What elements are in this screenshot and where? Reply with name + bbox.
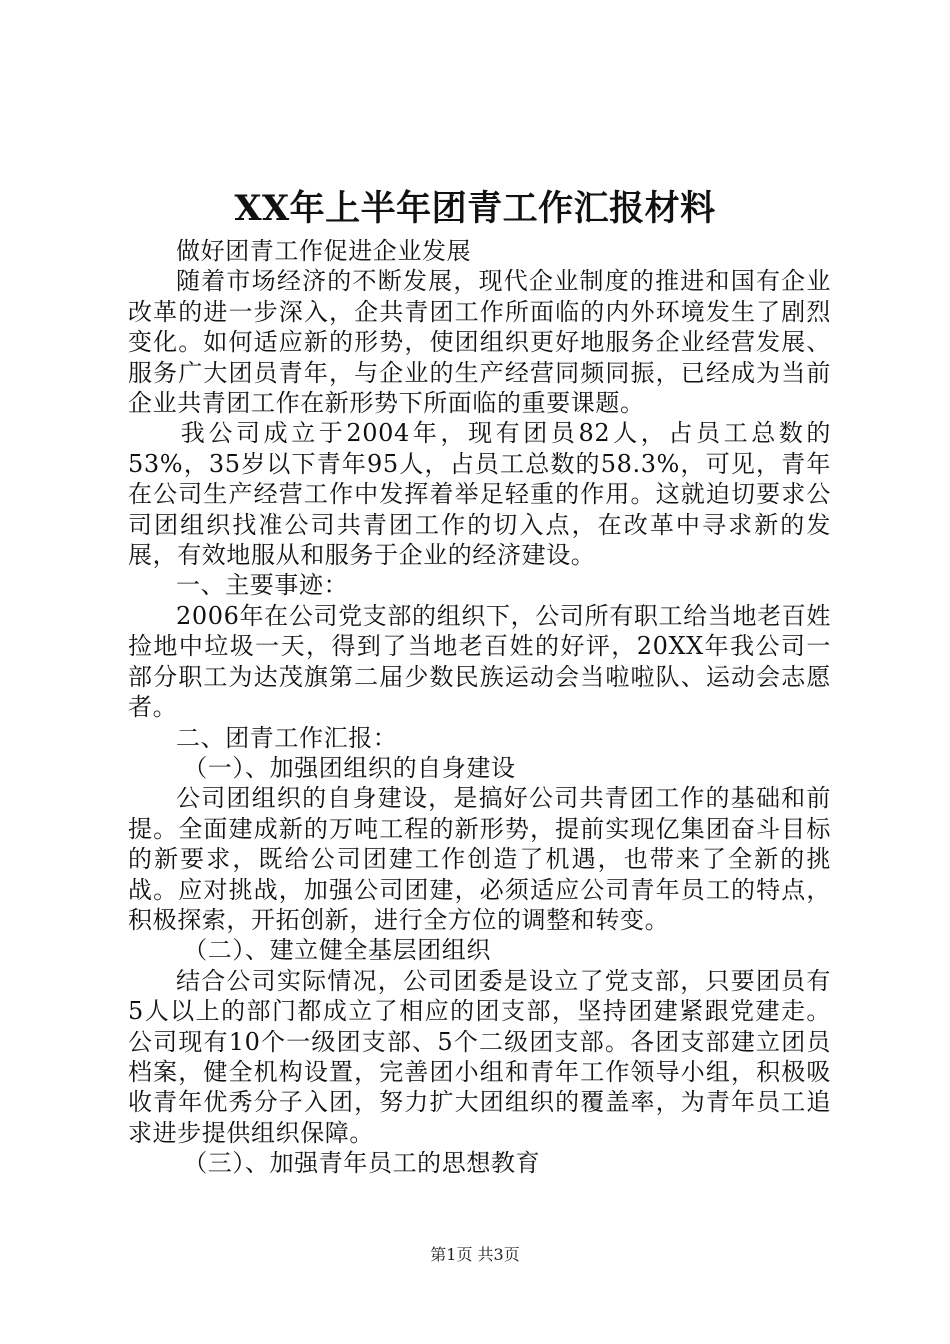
paragraph-main-deeds: 2006年在公司党支部的组织下，公司所有职工给当地老百姓捡地中垃圾一天，得到了当地老百姓的好评，20XX年我公司一部分职工为达茂旗第二届少数民族运动会当啦啦队、运动会志愿者。 bbox=[128, 601, 831, 722]
heading-section-2: （二）、建立健全基层团组织 bbox=[183, 936, 491, 965]
paragraph-section-2: 结合公司实际情况，公司团委是设立了党支部，只要团员有5人以上的部门都成立了相应的团支部，坚持团建紧跟党建走。公司现有10个一级团支部、5个二级团支部。各团支部建立团员档案，健全机构设置，完善团小组和青年工作领导小组，积极吸收青年优秀分子入团，努力扩大团组织的覆盖率，为青年员工追求进步提供组织保障。 bbox=[128, 966, 831, 1147]
paragraph-intro: 随着市场经济的不断发展，现代企业制度的推进和国有企业改革的进一步深入，企共青团工作所面临的内外环境发生了剧烈变化。如何适应新的形势，使团组织更好地服务企业经营发展、服务广大团员青年，与企业的生产经营同频同振，已经成为当前企业共青团工作在新形势下所面临的重要课题。 bbox=[128, 267, 831, 418]
paragraph-subtitle: 做好团青工作促进企业发展 bbox=[176, 237, 472, 265]
document-body bbox=[128, 236, 831, 1179]
paragraph-company-overview: 我公司成立于2004年，现有团员82人，占员工总数的53%，35岁以下青年95人，占员工总数的58.3%，可见，青年在公司生产经营工作中发挥着举足轻重的作用。这就迫切要求公司团组织找准公司共青团工作的切入点，在改革中寻求新的发展，有效地服从和服务于企业的经济建设。 bbox=[128, 419, 831, 570]
heading-section-3: （三）、加强青年员工的思想教育 bbox=[183, 1149, 541, 1178]
heading-work-report: 二、团青工作汇报： bbox=[176, 723, 398, 752]
heading-section-1: （一）、加强团组织的自身建设 bbox=[183, 753, 516, 782]
page-number-footer: 第1页 共3页 bbox=[430, 1245, 520, 1264]
document-title: XX年上半年团青工作汇报材料 bbox=[234, 188, 716, 229]
heading-main-deeds: 一、主要事迹： bbox=[176, 571, 349, 600]
paragraph-section-1: 公司团组织的自身建设，是搞好公司共青团工作的基础和前提。全面建成新的万吨工程的新形势，提前实现亿集团奋斗目标的新要求，既给公司团建工作创造了机遇，也带来了全新的挑战。应对挑战，加强公司团建，必须适应公司青年员工的特点，积极探索，开拓创新，进行全方位的调整和转变。 bbox=[128, 784, 831, 934]
